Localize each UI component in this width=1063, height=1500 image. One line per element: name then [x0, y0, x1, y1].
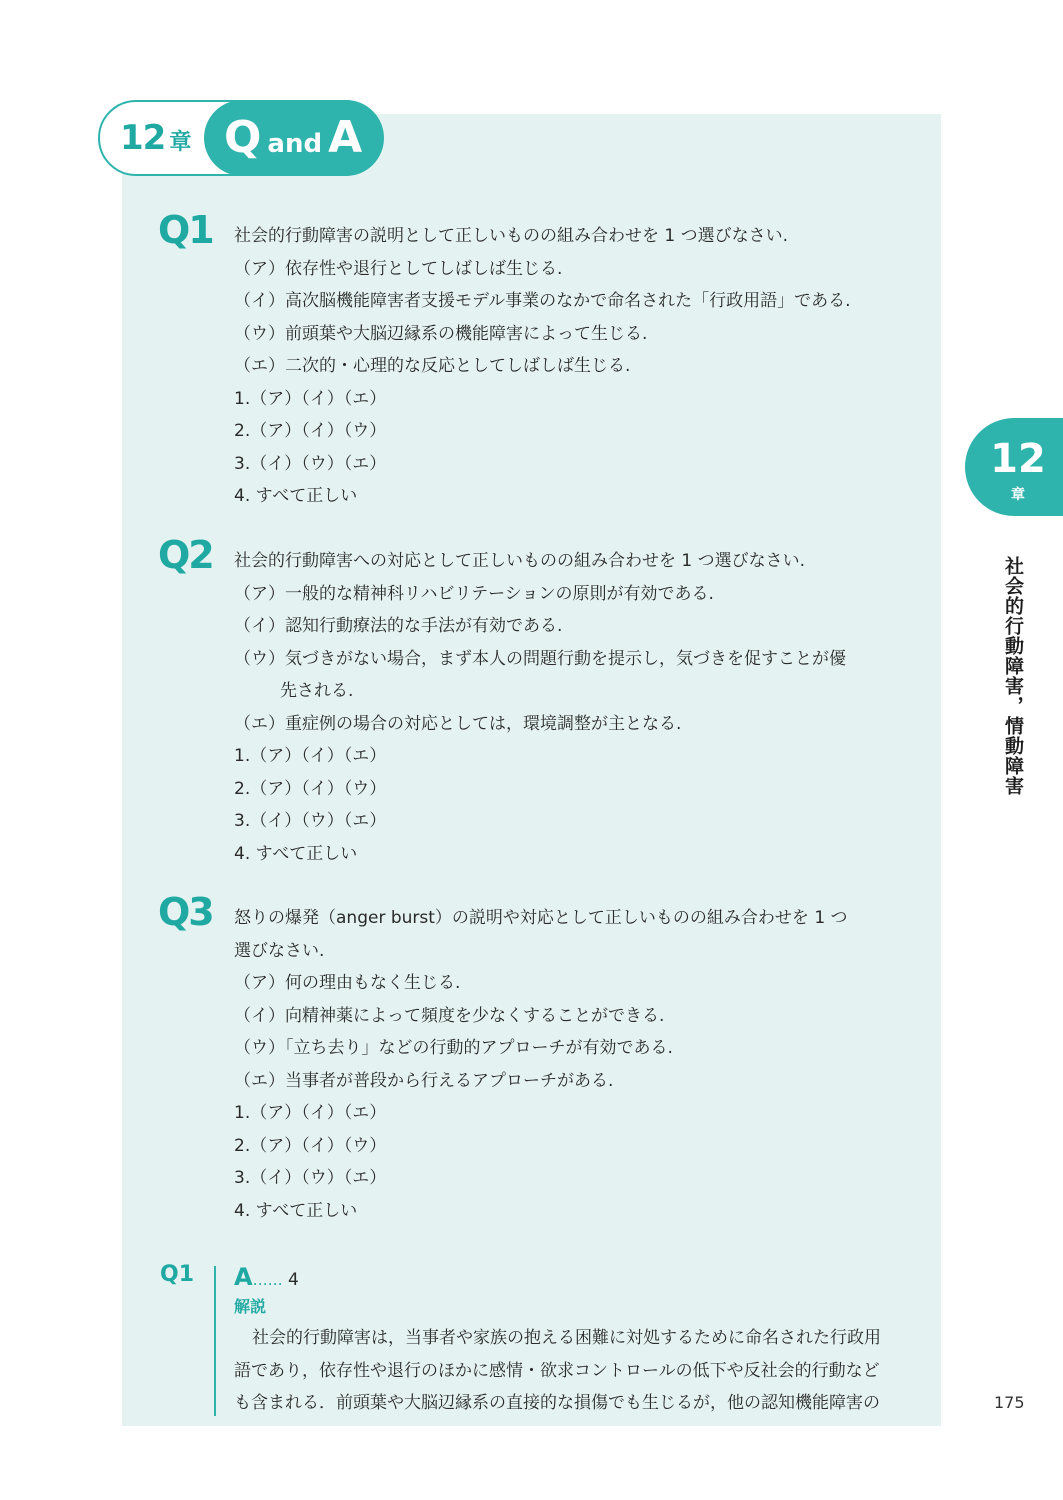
answer-dots: …… — [252, 1271, 283, 1289]
qa-q: Q — [224, 112, 262, 163]
choice-2: 2.（ア）（イ）（ウ） — [234, 421, 387, 441]
statement-i: （イ）向精神薬によって頻度を少なくすることができる. — [234, 1005, 665, 1026]
question-stem: 怒りの爆発（anger burst）の説明や対応として正しいものの組み合わせを 1 つ — [234, 908, 848, 928]
choice-4: 4. すべて正しい — [234, 843, 358, 864]
choice-3: 3.（イ）（ウ）（エ） — [234, 453, 387, 474]
question-body — [234, 545, 914, 870]
choice-3: 3.（イ）（ウ）（エ） — [234, 1168, 387, 1188]
statement-e: （エ）当事者が普段から行えるアプローチがある. — [234, 1070, 614, 1091]
question-body — [234, 902, 914, 1227]
qa-badge — [204, 100, 384, 176]
chapter-label — [120, 102, 191, 174]
question-label: Q2 — [158, 533, 213, 577]
qa-a: A — [328, 112, 363, 163]
side-tab-number: 12 — [990, 436, 1046, 482]
answer-question-label: Q1 — [160, 1262, 195, 1287]
statement-e: （エ）二次的・心理的な反応としてしばしば生じる. — [234, 356, 631, 376]
question-stem: 社会的行動障害の説明として正しいものの組み合わせを 1 つ選びなさい. — [234, 226, 789, 246]
answer-divider — [214, 1266, 216, 1416]
choice-2: 2.（ア）（イ）（ウ） — [234, 778, 387, 799]
statement-a: （ア）依存性や退行としてしばしば生じる. — [234, 258, 563, 279]
statement-a: （ア）一般的な精神科リハビリテーションの原則が有効である. — [234, 583, 714, 604]
choice-2: 2.（ア）（イ）（ウ） — [234, 1135, 387, 1156]
statement-a: （ア）何の理由もなく生じる. — [234, 973, 461, 993]
choice-1: 1.（ア）（イ）（エ） — [234, 388, 387, 409]
choice-1: 1.（ア）（イ）（エ） — [234, 1103, 387, 1123]
qa-and: and — [267, 129, 323, 159]
explanation-line: 社会的行動障害は，当事者や家族の抱える困難に対処するために命名された行政用 — [252, 1328, 881, 1348]
choice-4: 4. すべて正しい — [234, 1200, 358, 1221]
choice-1: 1.（ア）（イ）（エ） — [234, 746, 387, 766]
statement-u: （ウ）「立ち去り」などの行動的アプローチが有効である. — [234, 1038, 673, 1058]
question-stem-continued: 選びなさい. — [234, 940, 325, 961]
choice-4: 4. すべて正しい — [234, 486, 358, 506]
explanation-line: 語であり，依存性や退行のほかに感情・欲求コントロールの低下や反社会的行動など — [234, 1360, 880, 1381]
answer-label: A — [234, 1263, 253, 1291]
side-tab-kanji: 章 — [1011, 487, 1025, 503]
chapter-header — [98, 100, 382, 176]
chapter-number: 12 — [120, 118, 166, 158]
answer-value: 4 — [287, 1270, 299, 1290]
statement-i: （イ）高次脳機能障害者支援モデル事業のなかで命名された「行政用語」である. — [234, 291, 851, 311]
question-body — [234, 220, 914, 513]
choice-3: 3.（イ）（ウ）（エ） — [234, 811, 387, 831]
statement-u: （ウ）気づきがない場合，まず本人の問題行動を提示し，気づきを促すことが優 — [234, 648, 846, 669]
question-label: Q1 — [158, 208, 213, 252]
answer-body — [234, 1262, 924, 1420]
chapter-side-title: 社会的行動障害，情動障害 — [1002, 556, 1024, 796]
chapter-side-tab — [965, 418, 1063, 516]
statement-i: （イ）認知行動療法的な手法が有効である. — [234, 616, 563, 636]
answer-line — [234, 1262, 924, 1292]
statement-u-continued: 先される. — [280, 681, 354, 701]
page-number: 175 — [994, 1393, 1025, 1412]
question-label: Q3 — [158, 890, 213, 934]
statement-e: （エ）重症例の場合の対応としては，環境調整が主となる. — [234, 713, 682, 734]
explanation-heading: 解説 — [234, 1297, 267, 1316]
chapter-kanji: 章 — [169, 130, 192, 155]
question-stem: 社会的行動障害への対応として正しいものの組み合わせを 1 つ選びなさい. — [234, 551, 806, 571]
explanation-line: も含まれる．前頭葉や大脳辺縁系の直接的な損傷でも生じるが，他の認知機能障害の — [234, 1393, 880, 1413]
statement-u: （ウ）前頭葉や大脳辺縁系の機能障害によって生じる. — [234, 323, 648, 344]
